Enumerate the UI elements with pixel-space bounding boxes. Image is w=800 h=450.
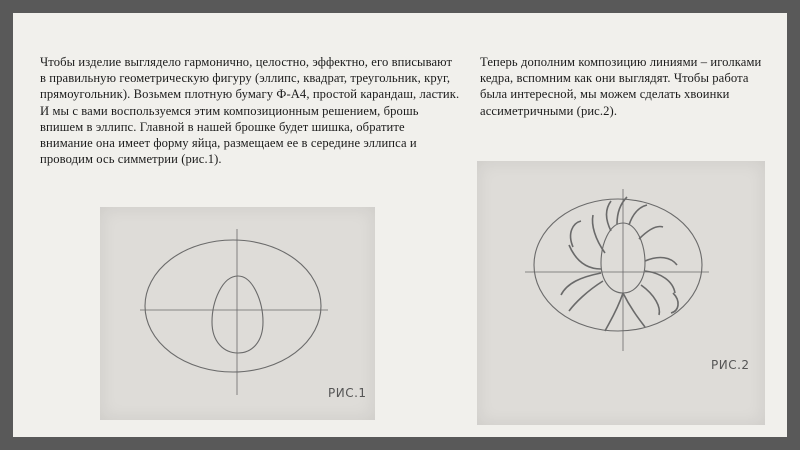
figure-2-sketch xyxy=(477,161,765,425)
right-paragraph-1: Теперь дополним композицию линиями – иголками кедра, вспомним как они выглядят. Чтобы работа была интересной, мы можем сделать хвоинки ассиметричными (рис.2). xyxy=(480,55,762,118)
figure-2-label: РИС.2 xyxy=(711,358,750,372)
slide xyxy=(13,13,787,437)
pine-needles xyxy=(561,197,678,331)
figure-1-sketch xyxy=(100,207,375,420)
left-text-block xyxy=(40,54,460,167)
left-paragraph-1: Чтобы изделие выглядело гармонично, целостно, эффектно, его вписывают в правильную геометрическую фигуру (эллипс, квадрат, треугольник, круг, прямоугольник). Возьмем плотную бумагу Ф-А4, простой карандаш, ластик. xyxy=(40,55,460,102)
figure-2-photo xyxy=(477,161,765,425)
egg-shape xyxy=(212,276,263,353)
left-paragraph-2: И мы с вами воспользуемся этим композиционным решением, брошь впишем в эллипс. Главной в нашей брошке будет шишка, обратите внимание она имеет форму яйца, размещаем ее в середине эллипса и проводим ось симметрии (рис.1). xyxy=(40,103,419,167)
right-text-block xyxy=(480,54,765,119)
figure-1-label: РИС.1 xyxy=(328,386,367,400)
figure-1-photo xyxy=(100,207,375,420)
